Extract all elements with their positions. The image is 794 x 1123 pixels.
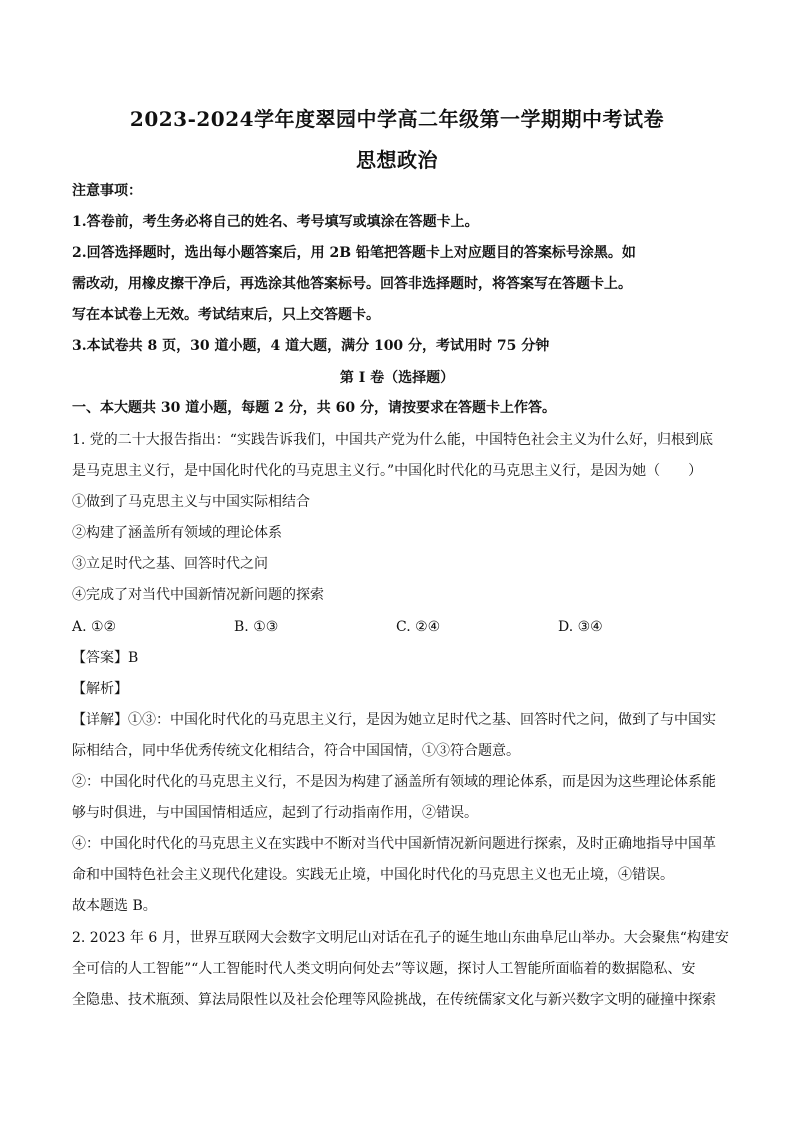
q1-detail-1-line-1: 【详解】①③：中国化时代化的马克思主义行，是因为她立足时代之基、回答时代之问，做到了与中国实	[72, 712, 716, 728]
q1-detail-2-line-1: ②：中国化时代化的马克思主义行，不是因为构建了涵盖所有领域的理论体系，而是因为这些理论体系能	[72, 774, 716, 790]
note-item-2-line-2: 需改动，用橡皮擦干净后，再选涂其他答案标号。回答非选择题时，将答案写在答题卡上。	[72, 276, 632, 292]
q1-answer: 【答案】B	[72, 650, 139, 666]
q2-stem-line-2: 全可信的人工智能”“人工智能时代人类文明向何处去”等议题，探讨人工智能所面临着的数据隐私、安	[72, 961, 696, 977]
q1-detail-3-line-1: ④：中国化时代化的马克思主义在实践中不断对当代中国新情况新问题进行探索，及时正确地指导中国革	[72, 836, 716, 852]
subject-title: 思想政治	[356, 148, 438, 172]
note-item-2-line-3: 写在本试卷上无效。考试结束后，只上交答题卡。	[72, 307, 380, 323]
q1-statement-2: ②构建了涵盖所有领域的理论体系	[72, 525, 282, 541]
q1-stem-line-2: 是马克思主义行，是中国化时代化的马克思主义行。”中国化时代化的马克思主义行，是因为她（ ）	[72, 463, 703, 479]
exam-title: 2023-2024学年度翠园中学高二年级第一学期期中考试卷	[129, 107, 665, 131]
section-instruction: 一、本大题共 30 道小题，每题 2 分，共 60 分，请按要求在答题卡上作答。	[72, 400, 556, 416]
part-title: 第 I 卷（选择题）	[339, 370, 455, 386]
q1-option-c: C. ②④	[396, 619, 441, 635]
q1-statement-1: ①做到了马克思主义与中国实际相结合	[72, 494, 310, 510]
q1-option-b: B. ①③	[234, 619, 279, 635]
q1-statement-4: ④完成了对当代中国新情况新问题的探索	[72, 587, 324, 603]
note-item-1: 1.答卷前，考生务必将自己的姓名、考号填写或填涂在答题卡上。	[72, 214, 479, 230]
q1-detail-1-line-2: 际相结合，同中华优秀传统文化相结合，符合中国国情，①③符合题意。	[72, 743, 520, 759]
q1-option-a: A. ①②	[72, 619, 117, 635]
notes-heading: 注意事项：	[72, 183, 142, 199]
q2-stem-line-3: 全隐患、技术瓶颈、算法局限性以及社会伦理等风险挑战，在传统儒家文化与新兴数字文明的碰撞中探索	[72, 992, 716, 1008]
q1-detail-3-line-2: 命和中国特色社会主义现代化建设。实践无止境，中国化时代化的马克思主义也无止境，④错误。	[72, 867, 674, 883]
q1-option-d: D. ③④	[558, 619, 603, 635]
q1-conclusion: 故本题选 B。	[72, 898, 157, 914]
q1-detail-2-line-2: 够与时俱进，与中国国情相适应，起到了行动指南作用，②错误。	[72, 805, 478, 821]
q1-analysis-label: 【解析】	[72, 681, 128, 697]
note-item-2-line-1: 2.回答选择题时，选出每小题答案后，用 2B 铅笔把答题卡上对应题目的答案标号涂黑。如	[72, 245, 636, 261]
q2-stem-line-1: 2. 2023 年 6 月，世界互联网大会数字文明尼山对话在孔子的诞生地山东曲阜尼山举办。大会聚焦“构建安	[72, 930, 729, 946]
q1-statement-3: ③立足时代之基、回答时代之问	[72, 556, 268, 572]
q1-stem-line-1: 1. 党的二十大报告指出：“实践告诉我们，中国共产党为什么能，中国特色社会主义为什么好，归根到底	[72, 432, 713, 448]
note-item-3: 3.本试卷共 8 页，30 道小题，4 道大题，满分 100 分，考试用时 75 分钟	[72, 338, 550, 354]
